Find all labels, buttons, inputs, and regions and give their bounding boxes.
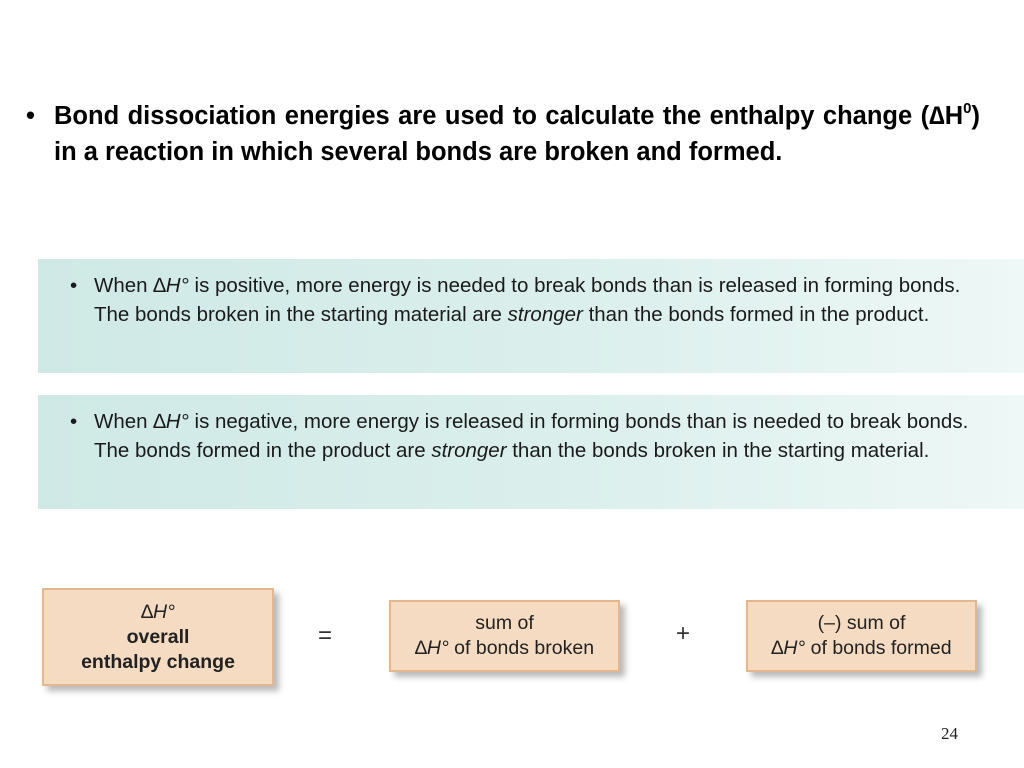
positive-enthalpy-text [94, 271, 994, 329]
enthalpy-symbol: H° [153, 600, 175, 623]
overall-line1 [141, 600, 175, 625]
negative-enthalpy-box [38, 395, 1024, 509]
plus-sign: + [676, 620, 691, 647]
main-bullet-text-part2: ) in a reaction in which several bonds are broken and formed. [54, 102, 980, 166]
overall-enthalpy-box [42, 588, 274, 686]
broken-tail: of bonds broken [448, 637, 595, 659]
page-number: 24 [941, 724, 958, 743]
prefix: When ∆ [94, 410, 166, 433]
enthalpy-symbol: H° [426, 637, 449, 659]
bullet-marker: • [26, 102, 35, 130]
prefix: When ∆ [94, 274, 166, 297]
overall-line2: overall [126, 625, 190, 648]
delta-symbol: ∆ [141, 600, 154, 623]
body-part2: than the bonds broken in the starting material. [506, 439, 930, 462]
body-part1: is negative, more energy is released in forming bonds than is needed to break bonds. The bonds formed in the product are [94, 410, 969, 462]
body-part2: than the bonds formed in the product. [582, 303, 930, 326]
equals-sign: = [318, 622, 333, 649]
formed-line2 [771, 636, 951, 661]
bullet-marker: • [70, 274, 78, 297]
bonds-formed-box [746, 600, 977, 672]
enthalpy-symbol: H° [165, 274, 189, 297]
main-bullet-text-part1: Bond dissociation energies are used to calculate the enthalpy change (∆H [54, 102, 964, 130]
delta-symbol: ∆ [771, 637, 784, 659]
enthalpy-symbol: H° [783, 637, 806, 659]
broken-line1: sum of [475, 612, 534, 634]
delta-symbol: ∆ [414, 637, 427, 659]
broken-line2 [415, 636, 594, 661]
formed-line1: (–) sum of [817, 612, 906, 634]
emphasis: stronger [431, 439, 507, 462]
bullet-marker: • [70, 410, 78, 433]
overall-line3: enthalpy change [81, 650, 235, 673]
emphasis: stronger [507, 303, 583, 326]
positive-enthalpy-box [38, 259, 1024, 373]
main-bullet-point [26, 98, 980, 170]
body-part1: is positive, more energy is needed to break bonds than is released in forming bonds. The bonds broken in the starting material are [94, 274, 961, 326]
main-bullet-text [54, 98, 980, 170]
main-bullet-superscript: 0 [963, 99, 972, 117]
bonds-broken-box [389, 600, 620, 672]
enthalpy-symbol: H° [165, 410, 189, 433]
negative-enthalpy-text [94, 407, 994, 465]
formed-tail: of bonds formed [805, 637, 952, 659]
